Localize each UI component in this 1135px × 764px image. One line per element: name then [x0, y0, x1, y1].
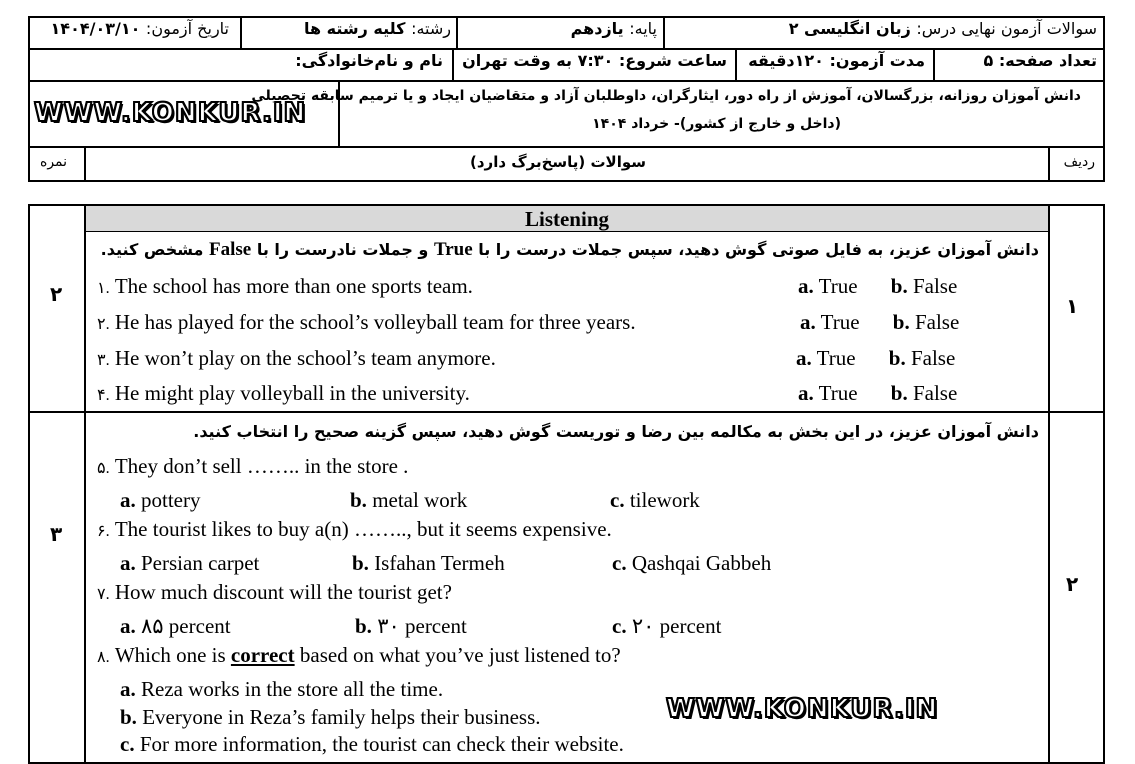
item-number: ۷. — [97, 586, 110, 603]
q1-instruction-mid: و جملات نادرست را با — [256, 240, 429, 259]
option-label: a. — [120, 614, 136, 638]
option-b-label: b. — [890, 274, 908, 298]
q7-option-c[interactable] — [612, 614, 721, 639]
option-a-text[interactable]: True — [820, 310, 860, 334]
field-cell — [304, 19, 451, 38]
grade-label: پایه: — [629, 19, 657, 38]
field-value: کلیه رشته ها — [303, 19, 406, 38]
q1-instruction — [101, 239, 1039, 261]
option-a-label: a. — [796, 346, 812, 370]
q8-option-c[interactable] — [120, 732, 624, 757]
q5-question — [97, 454, 408, 479]
q6-question — [97, 517, 612, 542]
item-text: The school has more than one sports team. — [114, 274, 473, 298]
q1-row-number: ۱ — [1066, 294, 1079, 318]
item-text: He won’t play on the school’s team anymore. — [114, 346, 496, 370]
q7-option-b[interactable] — [355, 614, 467, 639]
q8-question — [97, 643, 621, 668]
q6-option-a[interactable] — [120, 551, 259, 576]
option-text: metal work — [372, 488, 468, 512]
option-text: Isfahan Termeh — [374, 551, 505, 575]
option-label: b. — [120, 705, 137, 729]
konkur-watermark-logo: WWW.KONKUR.IN — [666, 694, 939, 724]
option-text: ۳۰ percent — [377, 614, 467, 638]
item-text: He has played for the school’s volleyball team for three years. — [114, 310, 636, 334]
q1-item-4-options — [798, 381, 957, 406]
option-b-text[interactable]: False — [914, 310, 960, 334]
option-label: a. — [120, 677, 136, 701]
cell-divider — [452, 48, 454, 80]
cell-divider — [933, 48, 935, 80]
option-label: b. — [350, 488, 367, 512]
field-label: رشته: — [411, 19, 451, 38]
header-row-divider — [28, 48, 1105, 50]
subject-value: زبان انگلیسی ۲ — [788, 19, 911, 38]
item-text-post: based on what you’ve just listened to? — [299, 643, 621, 667]
column-header-score: نمره — [40, 154, 68, 170]
q5-option-c[interactable] — [610, 488, 700, 513]
konkur-watermark-logo: WWW.KONKUR.IN — [34, 98, 307, 128]
option-b-label: b. — [892, 310, 910, 334]
subject-cell — [789, 19, 1097, 38]
item-number: ۶. — [97, 523, 110, 540]
eligibility-line-2: (داخل و خارج از کشور)- خرداد ۱۴۰۴ — [592, 116, 841, 132]
option-label: c. — [610, 488, 625, 512]
item-text: How much discount will the tourist get? — [114, 580, 452, 604]
item-number: ۴. — [97, 387, 110, 404]
option-label: b. — [352, 551, 369, 575]
cell-divider — [240, 16, 242, 48]
option-a-text[interactable]: True — [818, 381, 858, 405]
q1-item-2-options — [800, 310, 959, 335]
q1-item-3-options — [796, 346, 955, 371]
option-a-label: a. — [800, 310, 816, 334]
q1-instruction-post: مشخص کنید. — [100, 240, 204, 259]
q1-true-word: True — [433, 239, 473, 260]
grade-value: یازدهم — [570, 19, 624, 38]
option-text: ۲۰ percent — [631, 614, 722, 638]
option-a-text[interactable]: True — [816, 346, 856, 370]
option-a-text[interactable]: True — [818, 274, 858, 298]
option-b-text[interactable]: False — [912, 381, 958, 405]
radif-column-divider — [1048, 204, 1050, 764]
item-text: He might play volleyball in the university. — [114, 381, 470, 405]
option-label: b. — [355, 614, 372, 638]
q1-item-1-options — [798, 274, 957, 299]
emphasized-word: correct — [230, 643, 295, 667]
option-label: a. — [120, 551, 136, 575]
cell-divider — [456, 16, 458, 48]
option-text: Everyone in Reza’s family helps their business. — [142, 705, 541, 729]
header-row-divider — [28, 80, 1105, 82]
q1-score: ۲ — [50, 282, 63, 306]
q7-option-a[interactable] — [120, 614, 231, 639]
cell-divider — [1048, 146, 1050, 182]
item-text: They don’t sell …….. in the store . — [114, 454, 409, 478]
score-column-divider — [84, 204, 86, 764]
q7-question — [97, 580, 452, 605]
item-text: The tourist likes to buy a(n) …….., but it seems expensive. — [114, 517, 612, 541]
q1-instruction-pre: دانش آموزان عزیز، به فایل صوتی گوش دهید، سپس جملات درست را با — [478, 240, 1039, 259]
start-time: ساعت شروع: ۷:۳۰ به وقت تهران — [462, 51, 727, 70]
option-text: Reza works in the store all the time. — [141, 677, 444, 701]
q1-item-4 — [97, 381, 470, 406]
page-count: تعداد صفحه: ۵ — [983, 51, 1097, 70]
q2-row-number: ۲ — [1066, 572, 1079, 596]
cell-divider — [663, 16, 665, 48]
option-b-label: b. — [890, 381, 908, 405]
item-number: ۲. — [97, 316, 110, 333]
q1-item-1 — [97, 274, 473, 299]
item-number: ۳. — [97, 352, 110, 369]
subject-label: سوالات آزمون نهایی درس: — [916, 19, 1097, 38]
cell-divider — [84, 146, 86, 182]
option-label: a. — [120, 488, 136, 512]
date-value: ۱۴۰۴/۰۳/۱۰ — [50, 19, 141, 38]
section-title: Listening — [524, 207, 610, 231]
q8-option-a[interactable] — [120, 677, 443, 702]
item-number: ۸. — [97, 649, 110, 666]
option-text: Persian carpet — [141, 551, 260, 575]
option-label: c. — [612, 551, 627, 575]
cell-divider — [735, 48, 737, 80]
exam-duration: مدت آزمون: ۱۲۰دقیقه — [748, 51, 925, 70]
row-divider — [28, 411, 1105, 413]
option-b-text[interactable]: False — [910, 346, 956, 370]
q1-item-3 — [97, 346, 496, 371]
q6-option-c[interactable] — [612, 551, 771, 576]
q5-option-a[interactable] — [120, 488, 200, 513]
date-label: تاریخ آزمون: — [145, 19, 229, 38]
item-text-pre: Which one is — [114, 643, 226, 667]
option-text: ۸۵ percent — [141, 614, 231, 638]
q1-item-2 — [97, 310, 636, 335]
item-number: ۱. — [97, 280, 110, 297]
grade-cell — [571, 19, 657, 38]
item-number: ۵. — [97, 460, 110, 477]
q2-instruction: دانش آموزان عزیز، در این بخش به مکالمه بین رضا و توریست گوش دهید، سپس گزینه صحیح را انتخاب کنید. — [193, 422, 1039, 441]
option-text: Qashqai Gabbeh — [631, 551, 772, 575]
q8-option-b[interactable] — [120, 705, 541, 730]
q2-score: ۳ — [50, 522, 63, 546]
q1-false-word: False — [209, 239, 252, 260]
eligibility-line-1: دانش آموزان روزانه، بزرگسالان، آموزش از راه دور، ایثارگران، داوطلبان آزاد و متقاضیان ایجاد و یا ترمیم سابقه تحصیلی — [251, 88, 1081, 104]
option-a-label: a. — [798, 381, 814, 405]
option-label: c. — [612, 614, 627, 638]
option-a-label: a. — [798, 274, 814, 298]
student-name-label: نام و نام‌خانوادگی: — [295, 51, 443, 70]
column-header-questions: سوالات (پاسخ‌برگ دارد) — [470, 153, 647, 171]
option-text: pottery — [141, 488, 201, 512]
option-text: tilework — [629, 488, 700, 512]
header-row-divider — [28, 146, 1105, 148]
option-b-text[interactable]: False — [912, 274, 958, 298]
q6-option-b[interactable] — [352, 551, 505, 576]
q5-option-b[interactable] — [350, 488, 467, 513]
option-label: c. — [120, 732, 135, 756]
date-cell — [51, 19, 229, 38]
option-text: For more information, the tourist can check their website. — [139, 732, 624, 756]
option-b-label: b. — [888, 346, 906, 370]
column-header-radif: ردیف — [1063, 154, 1095, 170]
